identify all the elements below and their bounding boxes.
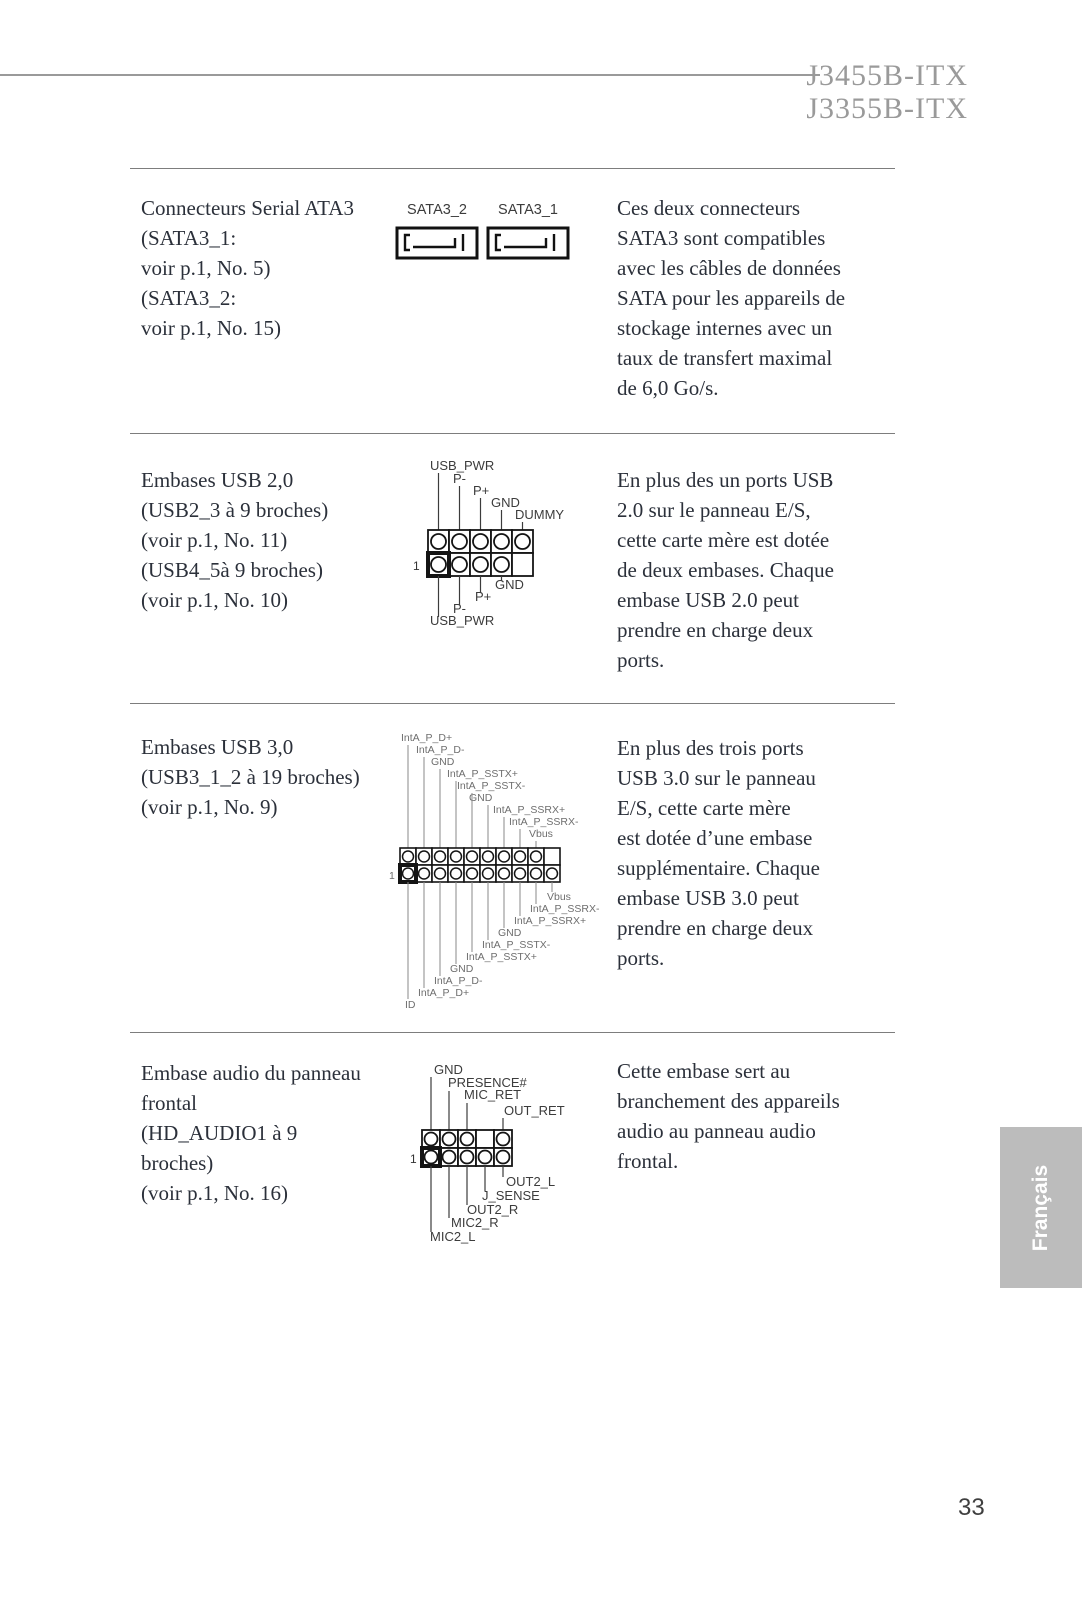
pin-label: IntA_P_D- — [416, 744, 465, 756]
text-line: (voir p.1, No. 9) — [141, 795, 278, 819]
text-line: Cette embase sert au — [617, 1059, 791, 1083]
text-line: (SATA3_1: — [141, 226, 237, 250]
usb3-description — [617, 733, 927, 973]
header-rule — [0, 74, 820, 76]
sata-port-icon — [397, 228, 477, 258]
pin-label: P+ — [473, 483, 490, 498]
pin-label: P- — [453, 471, 466, 486]
text-line: (USB3_1_2 à 19 broches) — [141, 765, 360, 789]
text-line: SATA3 sont compatibles — [617, 226, 826, 250]
pin-label: Vbus — [547, 891, 571, 903]
text-line: (USB4_5à 9 broches) — [141, 558, 323, 582]
text-line: ports. — [617, 648, 665, 672]
text-line: cette carte mère est dotée — [617, 528, 830, 552]
text-line: Ces deux connecteurs — [617, 196, 801, 220]
usb3-title — [141, 732, 411, 822]
pin-label: GND — [498, 927, 522, 939]
pin-label: IntA_P_D+ — [418, 987, 470, 999]
text-line: prendre en charge deux — [617, 618, 814, 642]
pin1-label: 1 — [410, 1152, 417, 1166]
pin-label: GND — [469, 792, 493, 804]
text-line: broches) — [141, 1151, 214, 1175]
text-line: embase USB 2.0 peut — [617, 588, 799, 612]
usb2-title — [141, 465, 411, 615]
text-line: (voir p.1, No. 10) — [141, 588, 288, 612]
leader-lines-bottom — [439, 576, 502, 617]
audio-header-diagram — [403, 1058, 608, 1250]
text-line: frontal — [141, 1091, 197, 1115]
text-line: est dotée d’une embase — [617, 826, 813, 850]
pin-label: PRESENCE# — [448, 1075, 527, 1090]
text-line: (USB2_3 à 9 broches) — [141, 498, 329, 522]
pin-label: GND — [431, 756, 455, 768]
pin-label: GND — [434, 1062, 463, 1077]
text-line: supplémentaire. Chaque — [617, 856, 820, 880]
pin-label: OUT2_R — [467, 1202, 519, 1217]
usb2-description — [617, 465, 927, 675]
language-tab — [1000, 1127, 1082, 1288]
pin-label: GND — [450, 963, 474, 975]
model-name-line1: J3455B-ITX — [806, 59, 968, 92]
text-line: Connecteurs Serial ATA3 — [141, 196, 354, 220]
pin-label: IntA_P_SSTX- — [482, 939, 551, 951]
text-line: (voir p.1, No. 11) — [141, 528, 288, 552]
pin-label: IntA_P_SSTX+ — [466, 951, 537, 963]
pin-label: IntA_P_SSRX- — [530, 903, 600, 915]
text-line: 2.0 sur le panneau E/S, — [617, 498, 811, 522]
text-line: voir p.1, No. 15) — [141, 316, 281, 340]
section-divider — [130, 168, 895, 169]
text-line: prendre en charge deux — [617, 916, 814, 940]
text-line: En plus des trois ports — [617, 736, 804, 760]
pin-label: IntA_P_D- — [434, 975, 483, 987]
text-line: Embases USB 2,0 — [141, 468, 294, 492]
sata-description — [617, 193, 927, 403]
pin-label: IntA_P_SSRX+ — [514, 915, 587, 927]
text-line: taux de transfert maximal — [617, 346, 833, 370]
text-line: USB 3.0 sur le panneau — [617, 766, 816, 790]
text-line: branchement des appareils — [617, 1089, 840, 1113]
connector-label: SATA3_2 — [407, 202, 467, 218]
pin-label: MIC2_R — [451, 1215, 499, 1230]
text-line: de deux embases. Chaque — [617, 558, 834, 582]
pin-label: ID — [405, 999, 416, 1011]
pin-label: DUMMY — [515, 507, 565, 522]
audio-description — [617, 1056, 927, 1176]
text-line: frontal. — [617, 1149, 679, 1173]
text-line: (HD_AUDIO1 à 9 — [141, 1121, 298, 1145]
sata-title — [141, 193, 411, 343]
page-number: 33 — [958, 1494, 985, 1521]
pin-label: IntA_P_SSTX- — [457, 780, 526, 792]
pin-label: USB_PWR — [430, 458, 495, 473]
pin-label: MIC_RET — [464, 1087, 522, 1102]
text-line: (voir p.1, No. 16) — [141, 1181, 288, 1205]
pin-label: GND — [491, 495, 520, 510]
text-line: audio au panneau audio — [617, 1119, 816, 1143]
pin-grid — [400, 848, 560, 882]
connector-label: SATA3_1 — [498, 202, 558, 218]
text-line: Embase audio du panneau — [141, 1061, 361, 1085]
text-line: ports. — [617, 946, 665, 970]
section-divider — [130, 1032, 895, 1033]
text-line: E/S, cette carte mère — [617, 796, 791, 820]
pin-label: IntA_P_SSRX+ — [493, 804, 566, 816]
text-line: stockage internes avec un — [617, 316, 833, 340]
model-names — [806, 59, 968, 125]
text-line: (SATA3_2: — [141, 286, 237, 310]
pin-label: OUT_RET — [504, 1103, 565, 1118]
pin-label: P- — [453, 601, 466, 616]
pin-label: GND — [495, 577, 524, 592]
pin-label: MIC2_L — [430, 1229, 476, 1244]
text-line: de 6,0 Go/s. — [617, 376, 719, 400]
pin-grid — [422, 1130, 512, 1166]
usb3-header-diagram — [383, 708, 618, 1013]
pin-label: OUT2_L — [506, 1174, 556, 1189]
pin-label: IntA_P_SSTX+ — [447, 768, 518, 780]
text-line: avec les câbles de données — [617, 256, 841, 280]
pin-label: USB_PWR — [430, 613, 495, 628]
pin-label: P+ — [475, 589, 492, 604]
pin1-label: 1 — [413, 559, 420, 573]
audio-title — [141, 1058, 421, 1208]
pin-label: IntA_P_D+ — [401, 732, 453, 744]
leader-lines-top — [408, 745, 536, 848]
pin-grid — [428, 530, 533, 576]
text-line: Embases USB 3,0 — [141, 735, 294, 759]
sata-port-icon — [488, 228, 568, 258]
text-line: embase USB 3.0 peut — [617, 886, 799, 910]
language-tab-label: Français — [1029, 1164, 1053, 1251]
pin-label: J_SENSE — [482, 1188, 540, 1203]
text-line: voir p.1, No. 5) — [141, 256, 271, 280]
sata-connector-diagram — [388, 196, 578, 262]
pin-label: Vbus — [529, 828, 553, 840]
usb2-header-diagram — [405, 452, 620, 630]
pin1-label: 1 — [389, 870, 395, 882]
text-line: SATA pour les appareils de — [617, 286, 846, 310]
pin-label: IntA_P_SSRX- — [509, 816, 579, 828]
model-name-line2: J3355B-ITX — [806, 92, 968, 125]
section-divider — [130, 703, 895, 704]
text-line: En plus des un ports USB — [617, 468, 834, 492]
section-divider — [130, 433, 895, 434]
